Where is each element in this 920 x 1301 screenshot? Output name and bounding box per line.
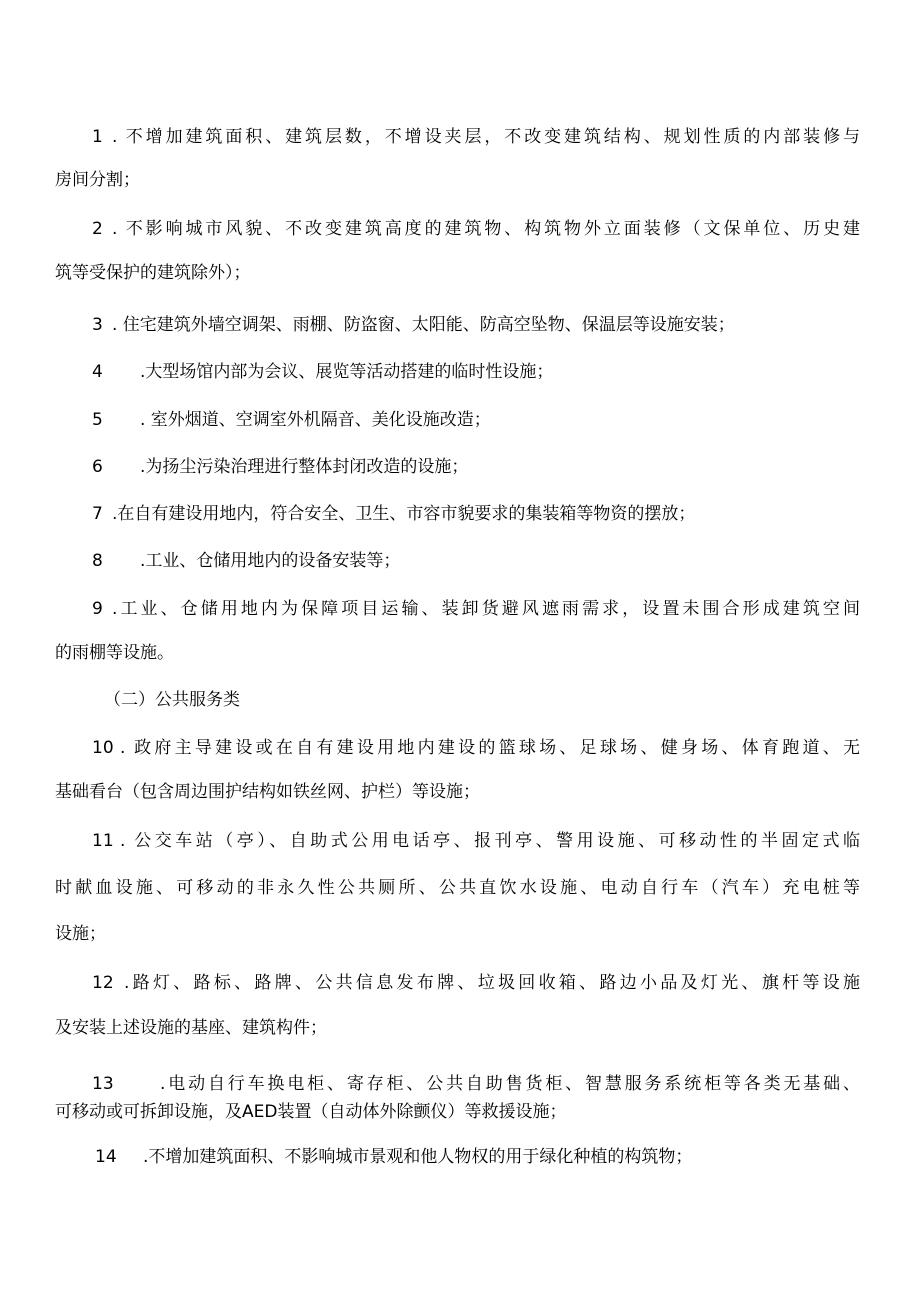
item-number: 10: [92, 738, 114, 758]
item-number: 11: [92, 831, 114, 851]
item-number: 5: [92, 410, 103, 430]
item-text-line: .为扬尘污染治理进行整体封闭改造的设施；: [140, 457, 469, 477]
item-text-line: . 室外烟道、空调室外机隔音、美化设施改造；: [140, 410, 491, 430]
item-text-line: 设施；: [55, 924, 106, 944]
item-number: 8: [92, 551, 103, 571]
item-number: 7: [92, 504, 103, 524]
item-text-line: 时献血设施、可移动的非永久性公共厕所、公共直饮水设施、电动自行车（汽车）充电桩等: [55, 878, 860, 898]
item-text-line: . 不影响城市风貌、不改变建筑高度的建筑物、构筑物外立面装修（文保单位、历史建: [112, 219, 860, 239]
item-text-line: . 不增加建筑面积、建筑层数，不增设夹层，不改变建筑结构、规划性质的内部装修与: [112, 127, 860, 147]
item-number: 13: [92, 1074, 114, 1094]
item-number: 4: [92, 362, 103, 382]
item-text-line: 基础看台（包含周边围护结构如铁丝网、护栏）等设施；: [55, 782, 480, 802]
item-number: 14: [95, 1147, 117, 1167]
item-text-line: .大型场馆内部为会议、展览等活动搭建的临时性设施；: [140, 362, 554, 382]
item-number: 2: [92, 219, 103, 239]
item-text-line: . 政府主导建设或在自有建设用地内建设的篮球场、足球场、健身场、体育跑道、无: [120, 738, 860, 758]
item-number: 1: [92, 127, 103, 147]
item-number: 6: [92, 457, 103, 477]
item-text-line: . 住宅建筑外墙空调架、雨棚、防盗窗、太阳能、防高空坠物、保温层等设施安装；: [112, 315, 735, 335]
item-number: 12: [92, 973, 114, 993]
item-text-line: . 公交车站（亭）、自助式公用电话亭、报刊亭、警用设施、可移动性的半固定式临: [120, 831, 860, 851]
item-text-line: 及安装上述设施的基座、建筑构件；: [55, 1018, 327, 1038]
item-text-line: .工业、仓储用地内的设备安装等；: [140, 551, 401, 571]
item-number: 3: [92, 315, 103, 335]
section-heading: （二）公共服务类: [104, 690, 240, 710]
item-text-line: 房间分割；: [55, 170, 140, 190]
item-number: 9: [92, 599, 103, 619]
item-text-line: .不增加建筑面积、不影响城市景观和他人物权的用于绿化种植的构筑物；: [143, 1147, 693, 1167]
item-text-line: .电动自行车换电柜、寄存柜、公共自助售货柜、智慧服务系统柜等各类无基础、: [160, 1074, 860, 1094]
item-text-line: 可移动或可拆卸设施，及AED装置（自动体外除颤仪）等救援设施；: [55, 1102, 567, 1122]
item-text-line: 筑等受保护的建筑除外）；: [55, 263, 251, 283]
item-text-line: 的雨棚等设施。: [55, 643, 174, 663]
item-text-line: .在自有建设用地内，符合安全、卫生、市容市貌要求的集装箱等物资的摆放；: [112, 504, 696, 524]
item-text-line: .路灯、路标、路牌、公共信息发布牌、垃圾回收箱、路边小品及灯光、旗杆等设施: [124, 973, 860, 993]
item-text-line: .工业、仓储用地内为保障项目运输、装卸货避风遮雨需求，设置未围合形成建筑空间: [112, 599, 860, 619]
